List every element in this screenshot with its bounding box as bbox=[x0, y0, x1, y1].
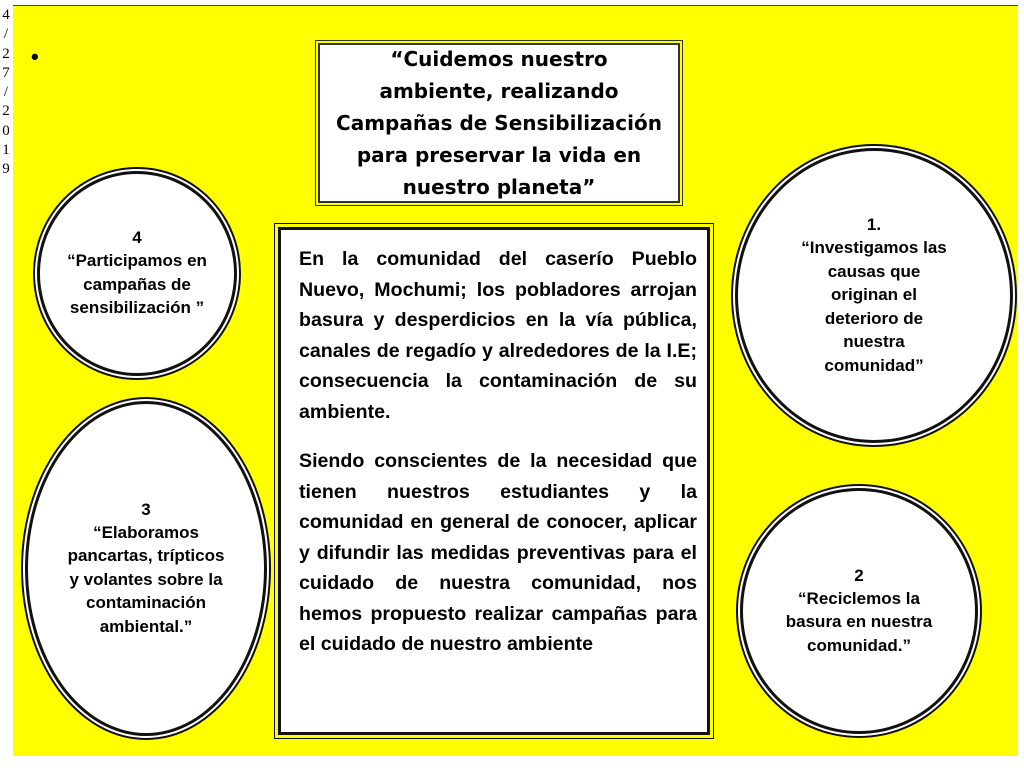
main-paragraph-1: En la comunidad del caserío Pueblo Nuevo, Mochumi; los pobladores arrojan basura y desperdicios en la vía pública, canales de regadío y alrededores de la I.E; consecuencia la contaminación de su ambiente. bbox=[299, 248, 697, 423]
step-4-number: 4 bbox=[132, 228, 142, 248]
step-2-circle bbox=[740, 488, 978, 734]
bullet-point: • bbox=[31, 44, 39, 69]
date-margin bbox=[0, 6, 12, 180]
date-char: 2 bbox=[2, 45, 10, 62]
title-text: “Cuidemos nuestro ambiente, realizando Campañas de Sensibilización para preservar la vida en nuestro planeta” bbox=[336, 47, 662, 199]
step-1-text: “Investigamos las causas que originan el deterioro de nuestra comunidad” bbox=[801, 238, 947, 375]
date-char: 1 bbox=[2, 142, 10, 159]
date-char: 4 bbox=[2, 7, 10, 23]
date-char: 9 bbox=[2, 161, 10, 178]
date-char: 2 bbox=[2, 103, 10, 120]
step-2-number: 2 bbox=[854, 565, 864, 585]
title-box bbox=[318, 43, 680, 203]
step-3-text: “Elaboramos pancartas, trípticos y volantes sobre la contaminación ambiental.” bbox=[67, 522, 225, 636]
step-1-circle bbox=[735, 148, 1013, 443]
date-char: 0 bbox=[2, 122, 10, 139]
step-3-circle bbox=[25, 401, 267, 736]
main-paragraph-2: Siendo conscientes de la necesidad que tienen nuestros estudiantes y la comunidad en general de conocer, aplicar y difundir las medidas preventivas para el cuidado de nuestra comunidad, nos hemos propuesto realizar campañas para el cuidado de nuestro ambiente bbox=[299, 450, 697, 655]
step-2-text: “Reciclemos la basura en nuestra comunidad.” bbox=[785, 588, 933, 655]
date-char: / bbox=[3, 26, 9, 43]
main-text-box bbox=[278, 227, 710, 735]
step-4-text: “Participamos en campañas de sensibilización ” bbox=[67, 251, 207, 318]
step-3-number: 3 bbox=[141, 499, 151, 519]
date-char: 7 bbox=[2, 64, 10, 81]
step-1-number: 1. bbox=[866, 215, 882, 234]
slide-background bbox=[13, 5, 1018, 756]
step-4-circle bbox=[37, 171, 237, 376]
date-char: / bbox=[3, 84, 9, 101]
